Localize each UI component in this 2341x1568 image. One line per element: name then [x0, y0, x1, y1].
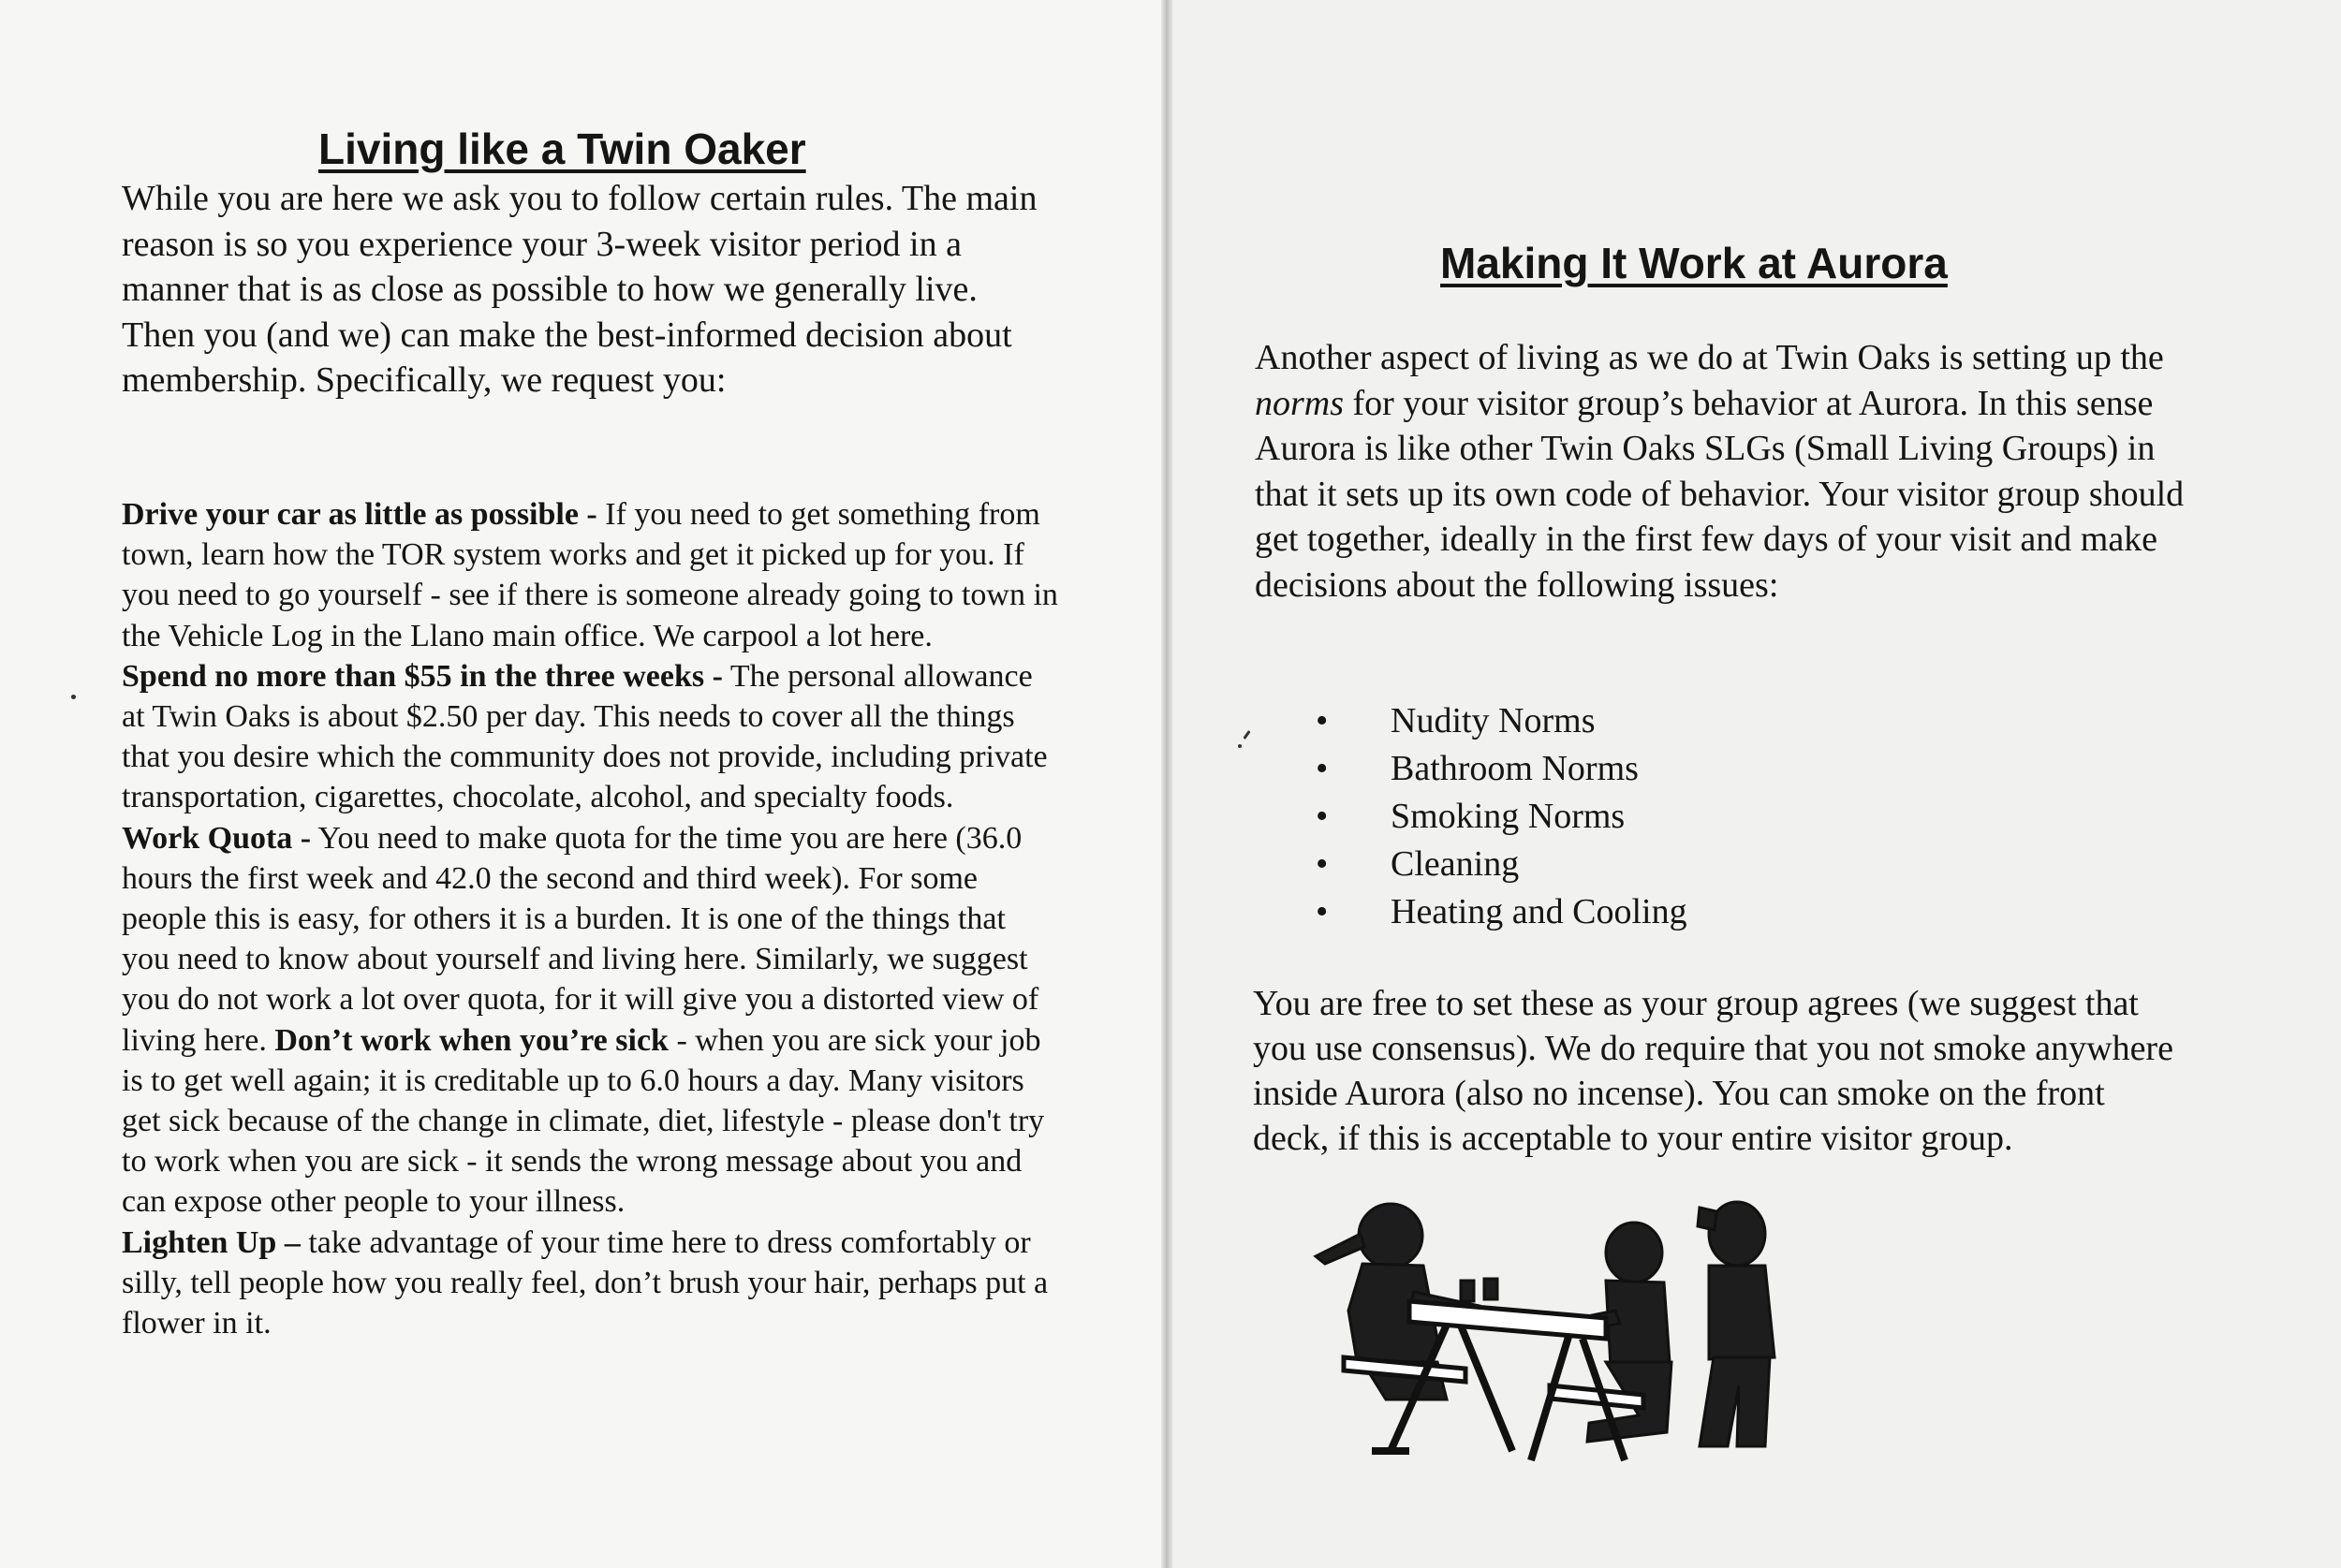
issue-item: • Bathroom Norms: [1316, 745, 1687, 793]
rule-text: take advantage of your time here to dress comfortably or silly, tell people how you really feel, don’t brush your hair, perhaps put a flower in it.: [122, 1224, 1049, 1341]
table-cup: [1484, 1279, 1497, 1299]
right-page-outro: You are free to set these as your group agrees (we suggest that you use consensus). We do require that you not smoke anywhere inside Aurora (also no incense). You can smoke on the front deck, if this is acceptable to your entire visitor group.: [1253, 984, 2173, 1158]
rule-text: The personal allowance at Twin Oaks is about $2.50 per day. This needs to cover all the things that you desire which the community does not provide, including private transportation, cigarettes, chocolate, alcohol, and specialty foods.: [122, 658, 1048, 815]
issue-item: • Cleaning: [1316, 841, 1687, 888]
bench-left: [1344, 1357, 1465, 1382]
rule-text-sick: - when you are sick your job is to get well again; it is creditable up to 6.0 hours a day. Many visitors get sick because of the change in climate, diet, lifestyle - please don't try to work when you are sick - it sends the wrong message about you and can expose other people to your illness.: [122, 1022, 1045, 1220]
right-person-legs: [1700, 1357, 1770, 1446]
left-page-title: Living like a Twin Oaker: [318, 125, 806, 173]
rule-text: If you need to get something from town, learn how the TOR system works and get it picked up for you. If you need to go yourself - see if there is someone already going to town in the Vehicle Log in the Llano main office. We carpool a lot here.: [122, 497, 1058, 653]
issue-item: • Heating and Cooling: [1316, 888, 1687, 936]
rule-text: You need to make quota for the time you are here (36.0 hours the first week and 42.0 the second and third week). For some people this is easy, for others it is a burden. It is one of the things that you need to know about yourself and living here. Similarly, we suggest you do not work a lot over quota, for it will give you a distorted view of living here.: [122, 820, 1039, 1058]
issue-item: • Nudity Norms: [1316, 697, 1687, 745]
rules-list: [122, 494, 1058, 1343]
rule-heading: Work Quota -: [122, 820, 312, 856]
right-page-intro: [1255, 335, 2191, 608]
rule-work-quota: [122, 818, 1058, 1223]
left-person-ponytail: [1316, 1234, 1364, 1264]
right-page-title: Making It Work at Aurora: [1440, 239, 1948, 287]
intro-emphasis: norms: [1255, 383, 1345, 423]
rule-spend: [122, 656, 1058, 818]
rule-heading-sick: Don’t work when you’re sick: [274, 1022, 669, 1058]
issues-list: [1316, 697, 1687, 936]
rule-heading: Drive your car as little as possible -: [122, 497, 597, 532]
rule-lighten-up: [122, 1223, 1058, 1344]
table-leg: [1461, 1326, 1512, 1451]
rule-drive: [122, 494, 1058, 656]
left-page: [0, 0, 1164, 1568]
middle-person-head: [1606, 1223, 1662, 1282]
picnic-table-illustration: [1297, 1198, 1821, 1479]
intro-text: Another aspect of living as we do at Twin Oaks is setting up the: [1255, 338, 2164, 377]
rule-heading: Spend no more than $55 in the three weeks -: [122, 658, 723, 694]
intro-text: for your visitor group’s behavior at Aurora. In this sense Aurora is like other Twin Oaks SLGs (Small Living Groups) in that it sets up its own code of behavior. Your visitor group should get together, ideally in the first few days of your visit and make decisions about the following issues:: [1255, 383, 2185, 605]
right-person-cup: [1698, 1208, 1716, 1230]
ink-speck: [1238, 744, 1242, 748]
left-page-intro: While you are here we ask you to follow certain rules. The main reason is so you experience your 3-week visitor period in a manner that is as close as possible to how we generally live. Then you (and we) can make the best-informed decision about membership. Specifically, we request you:: [122, 179, 1038, 400]
left-person-head: [1359, 1204, 1422, 1268]
table-cup: [1461, 1281, 1474, 1301]
ink-speck: [71, 695, 76, 699]
table-top: [1409, 1301, 1606, 1339]
right-person-body: [1709, 1266, 1774, 1359]
rule-heading: Lighten Up –: [122, 1224, 301, 1260]
issue-item: • Smoking Norms: [1316, 793, 1687, 841]
